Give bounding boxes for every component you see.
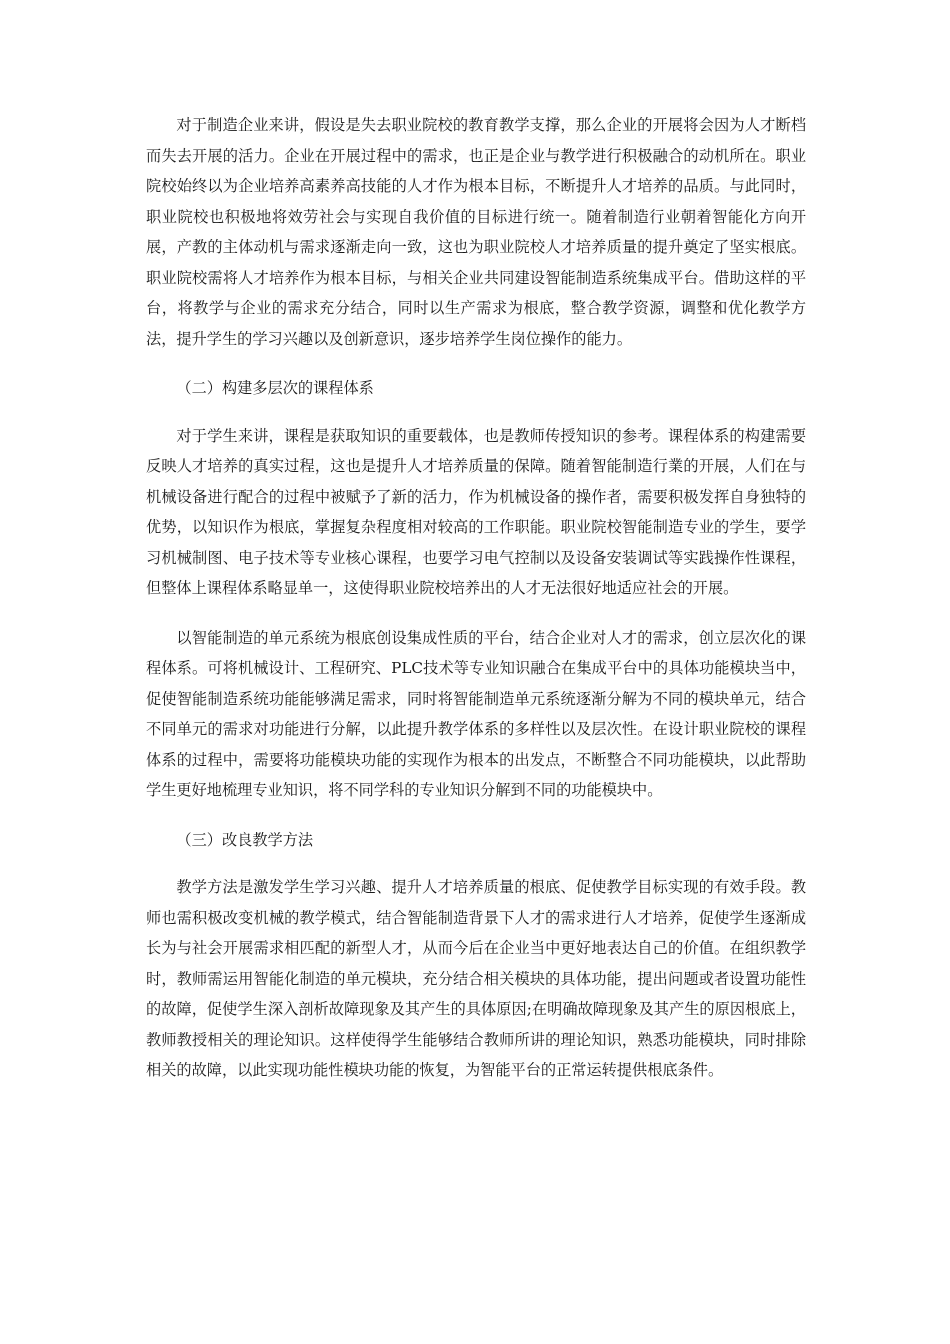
document-page [146, 110, 806, 1086]
paragraph-curriculum-importance: 对于学生来讲，课程是获取知识的重要载体，也是教师传授知识的参考。课程体系的构建需要反映人才培养的真实过程，这也是提升人才培养质量的保障。随着智能制造行業的开展，人们在与机械设备进行配合的过程中被赋予了新的活力，作为机械设备的操作者，需要积极发挥自身独特的优势，以知识作为根底，掌握复杂程度相对较高的工作职能。职业院校智能制造专业的学生，要学习机械制图、电子技术等专业核心课程，也要学习电气控制以及设备安装调试等实践操作性课程，但整体上课程体系略显单一，这使得职业院校培养出的人才无法很好地适应社会的开展。 [146, 426, 806, 597]
spacer [146, 806, 806, 825]
spacer [146, 354, 806, 373]
paragraph-layered-curriculum: 以智能制造的单元系统为根底创设集成性质的平台，结合企业对人才的需求，创立层次化的课程体系。可将机械设计、工程研究、PLC技术等专业知识融合在集成平台中的具体功能模块当中，促使智能制造系统功能能够满足需求，同时将智能制造单元系统逐渐分解为不同的模块单元，结合不同单元的需求对功能进行分解，以此提升教学体系的多样性以及层次性。在设计职业院校的课程体系的过程中，需要将功能模块功能的实现作为根本的出发点，不断整合不同功能模块，以此帮助学生更好地梳理专业知识，将不同学科的专业知识分解到不同的功能模块中。 [146, 628, 806, 799]
paragraph-enterprise-motivation: 对于制造企业来讲，假设是失去职业院校的教育教学支撑，那么企业的开展将会因为人才断档而失去开展的活力。企业在开展过程中的需求，也正是企业与教学进行积极融合的动机所在。职业院校始终以为企业培养高素养高技能的人才作为根本目标，不断提升人才培养的品质。与此同时，职业院校也积极地将效劳社会与实现自我价值的目标进行统一。随着制造行业朝着智能化方向开展，产教的主体动机与需求逐渐走向一致，这也为职业院校人才培养质量的提升奠定了坚实根底。职业院校需将人才培养作为根本目标，与相关企业共同建设智能制造系统集成平台。借助这样的平台，将教学与企业的需求充分结合，同时以生产需求为根底，整合教学资源，调整和优化教学方法，提升学生的学习兴趣以及创新意识，逐步培养学生岗位操作的能力。 [146, 116, 806, 348]
spacer [146, 855, 806, 872]
paragraph-teaching-methods: 教学方法是激发学生学习兴趣、提升人才培养质量的根底、促使教学目标实现的有效手段。教师也需积极改变机械的教学模式，结合智能制造背景下人才的需求进行人才培养，促使学生逐渐成长为与社会开展需求相匹配的新型人才，从而今后在企业当中更好地表达自己的价值。在组织教学时，教师需运用智能化制造的单元模块，充分结合相关模块的具体功能，提出问题或者设置功能性的故障，促使学生深入剖析故障现象及其产生的具体原因;在明确故障现象及其产生的原因根底上，教师教授相关的理论知识。这样使得学生能够结合教师所讲的理论知识，熟悉功能模块，同时排除相关的故障，以此实现功能性模块功能的恢复，为智能平台的正常运转提供根底条件。 [146, 878, 806, 1079]
spacer [146, 604, 806, 623]
section-heading-teaching-methods: （三）改良教学方法 [176, 830, 314, 849]
spacer [146, 404, 806, 421]
section-heading-curriculum: （二）构建多层次的课程体系 [176, 379, 374, 397]
